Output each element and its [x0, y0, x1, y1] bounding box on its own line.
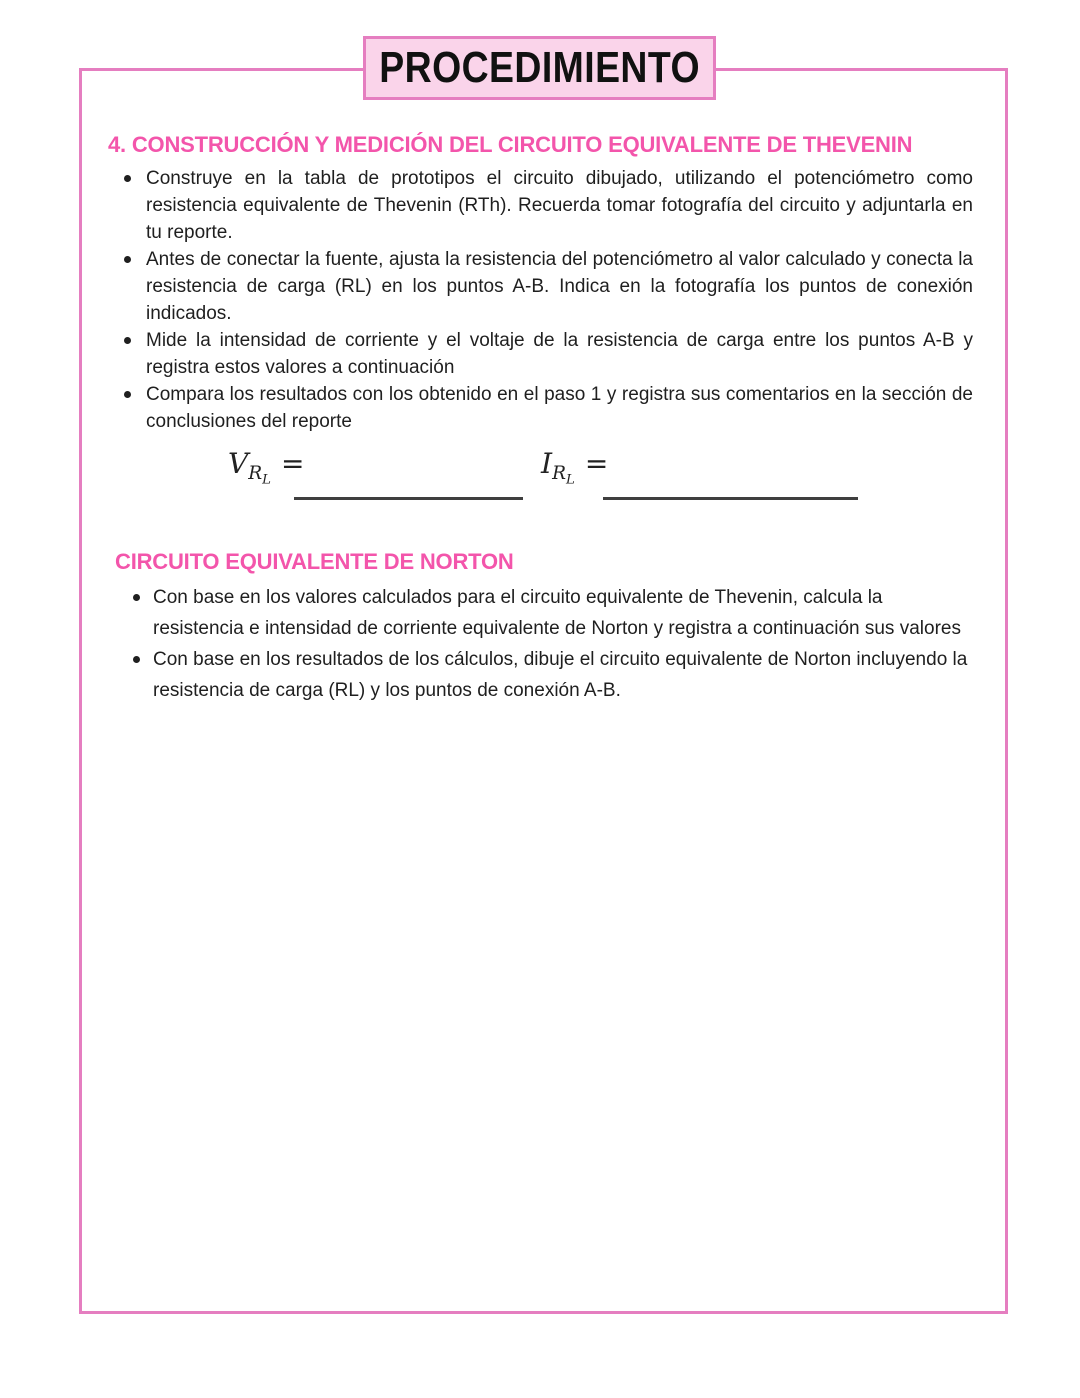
current-subscript-inner: L [565, 472, 575, 488]
current-equals-sign: = [584, 447, 609, 480]
page-title: PROCEDIMIENTO [379, 43, 700, 92]
voltage-equals-sign: = [280, 447, 305, 480]
voltage-formula-label [228, 447, 304, 488]
list-item [108, 381, 973, 435]
bullet-marker [124, 175, 131, 182]
current-subscript: R [552, 463, 566, 485]
list-item [108, 246, 973, 327]
bullet-marker [133, 656, 140, 663]
bullet-text: Construye en la tabla de prototipos el circuito dibujado, utilizando el potenciómetro como resistencia equivalente de Thevenin (RTh). Recuerda tomar fotografía del circuito y adjuntarla en tu reporte. [146, 168, 973, 243]
bullet-text: Antes de conectar la fuente, ajusta la resistencia del potenciómetro al valor calculado y conecta la resistencia de carga (RL) en los puntos A-B. Indica en la fotografía los puntos de conexión indicados. [146, 249, 973, 324]
voltage-subscript-inner: L [262, 472, 271, 488]
list-item [115, 582, 973, 644]
list-item [108, 327, 973, 381]
bullet-text: Mide la intensidad de corriente y el voltaje de la resistencia de carga entre los puntos A-B y registra estos valores a continuación [146, 330, 973, 378]
norton-section [115, 549, 973, 706]
bullet-marker [124, 337, 131, 344]
bullet-marker [124, 391, 131, 398]
voltage-subscript: R [248, 463, 263, 485]
list-item [115, 644, 973, 706]
list-item [108, 165, 973, 246]
current-variable: I [541, 447, 553, 480]
bullet-text: Con base en los valores calculados para el circuito equivalente de Thevenin, calcula la resistencia e intensidad de corriente equivalente de Norton y registra a continuación sus valores [153, 587, 961, 639]
bullet-marker [124, 256, 131, 263]
bullet-marker [133, 594, 140, 601]
norton-section-heading: CIRCUITO EQUIVALENTE DE NORTON [115, 549, 514, 574]
page-content [108, 132, 973, 706]
measurement-blanks-row [108, 447, 973, 525]
current-answer-blank [603, 497, 858, 500]
procedure-title-box [363, 36, 716, 100]
thevenin-section-heading: 4. CONSTRUCCIÓN Y MEDICIÓN DEL CIRCUITO EQUIVALENTE DE THEVENIN [108, 132, 913, 157]
norton-bullet-list [115, 582, 973, 706]
current-formula-label [541, 447, 608, 488]
voltage-answer-blank [294, 497, 523, 500]
thevenin-bullet-list [108, 165, 973, 435]
voltage-variable: V [228, 447, 249, 480]
bullet-text: Con base en los resultados de los cálculos, dibuje el circuito equivalente de Norton incluyendo la resistencia de carga (RL) y los puntos de conexión A-B. [153, 649, 968, 701]
bullet-text: Compara los resultados con los obtenido en el paso 1 y registra sus comentarios en la sección de conclusiones del reporte [146, 384, 973, 432]
